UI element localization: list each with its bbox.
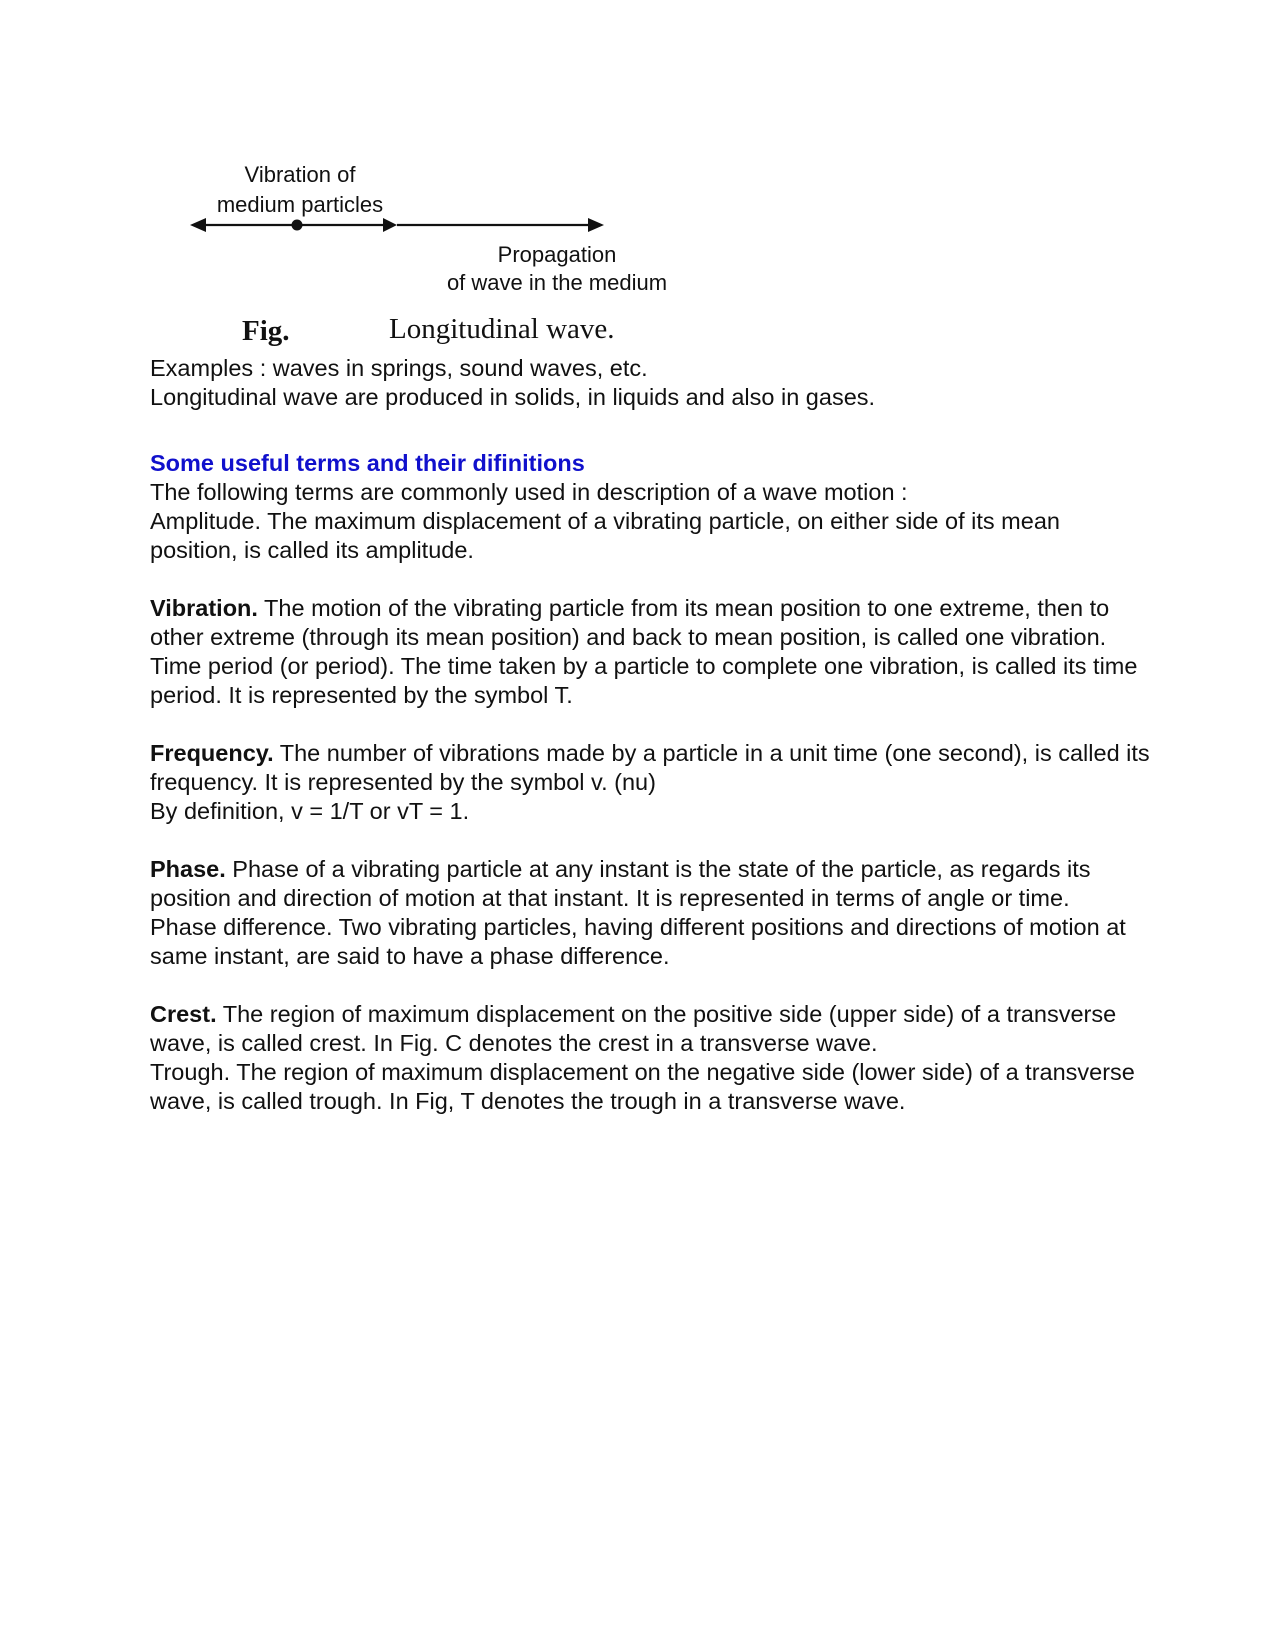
frequency-term: Frequency.	[150, 740, 274, 766]
vibration-arrow	[190, 218, 397, 232]
figure-caption-title: Longitudinal wave.	[389, 313, 615, 345]
figure-label-vibration-line1: Vibration of	[244, 162, 356, 187]
definition-line: By definition, v = 1/T or vT = 1.	[150, 798, 470, 824]
phase-term: Phase.	[150, 856, 226, 882]
section-heading: Some useful terms and their difinitions	[150, 450, 585, 476]
vibration-text: The motion of the vibrating particle from its mean position to one extreme, then to other extreme (through its mean position) and back to mean position, is called one vibration.	[150, 595, 1110, 650]
phase-paragraph	[150, 855, 1150, 913]
medium-particle-dot	[292, 220, 303, 231]
figure-label-propagation-line2: of wave in the medium	[446, 270, 668, 295]
figure-label-vibration-line2: medium particles	[216, 192, 384, 217]
crest-term: Crest.	[150, 1001, 217, 1027]
frequency-text: The number of vibrations made by a particle in a unit time (one second), is called its frequency. It is represented by the symbol v. (nu)	[150, 740, 1150, 795]
trough-paragraph: Trough. The region of maximum displacement on the negative side (lower side) of a transverse wave, is called trough. In Fig, T denotes the trough in a transverse wave.	[150, 1059, 1135, 1114]
longitudinal-wave-figure	[0, 0, 1275, 350]
produced-line: Longitudinal wave are produced in solids, in liquids and also in gases.	[150, 384, 876, 410]
phase-difference-paragraph: Phase difference. Two vibrating particles, having different positions and directions of motion at same instant, are said to have a phase difference.	[150, 914, 1126, 969]
vibration-term: Vibration.	[150, 595, 258, 621]
examples-line: Examples : waves in springs, sound waves, etc.	[150, 355, 648, 381]
crest-text: The region of maximum displacement on the positive side (upper side) of a transverse wave, is called crest. In Fig. C denotes the crest in a transverse wave.	[150, 1001, 1117, 1056]
intro-paragraph: The following terms are commonly used in description of a wave motion :	[150, 479, 908, 505]
figure-label-propagation-line1: Propagation	[497, 242, 617, 267]
propagation-arrow	[397, 218, 604, 232]
phase-text: Phase of a vibrating particle at any instant is the state of the particle, as regards its position and direction of motion at that instant. It is represented in terms of angle or time.	[150, 856, 1091, 911]
amplitude-paragraph: Amplitude. The maximum displacement of a vibrating particle, on either side of its mean position, is called its amplitude.	[150, 508, 1060, 563]
figure-caption-fig: Fig.	[242, 315, 290, 347]
document-body	[150, 354, 1150, 1116]
frequency-paragraph	[150, 739, 1150, 797]
crest-paragraph	[150, 1000, 1150, 1058]
time-period-paragraph: Time period (or period). The time taken by a particle to complete one vibration, is called its time period. It is represented by the symbol T.	[150, 653, 1138, 708]
vibration-paragraph	[150, 594, 1150, 652]
